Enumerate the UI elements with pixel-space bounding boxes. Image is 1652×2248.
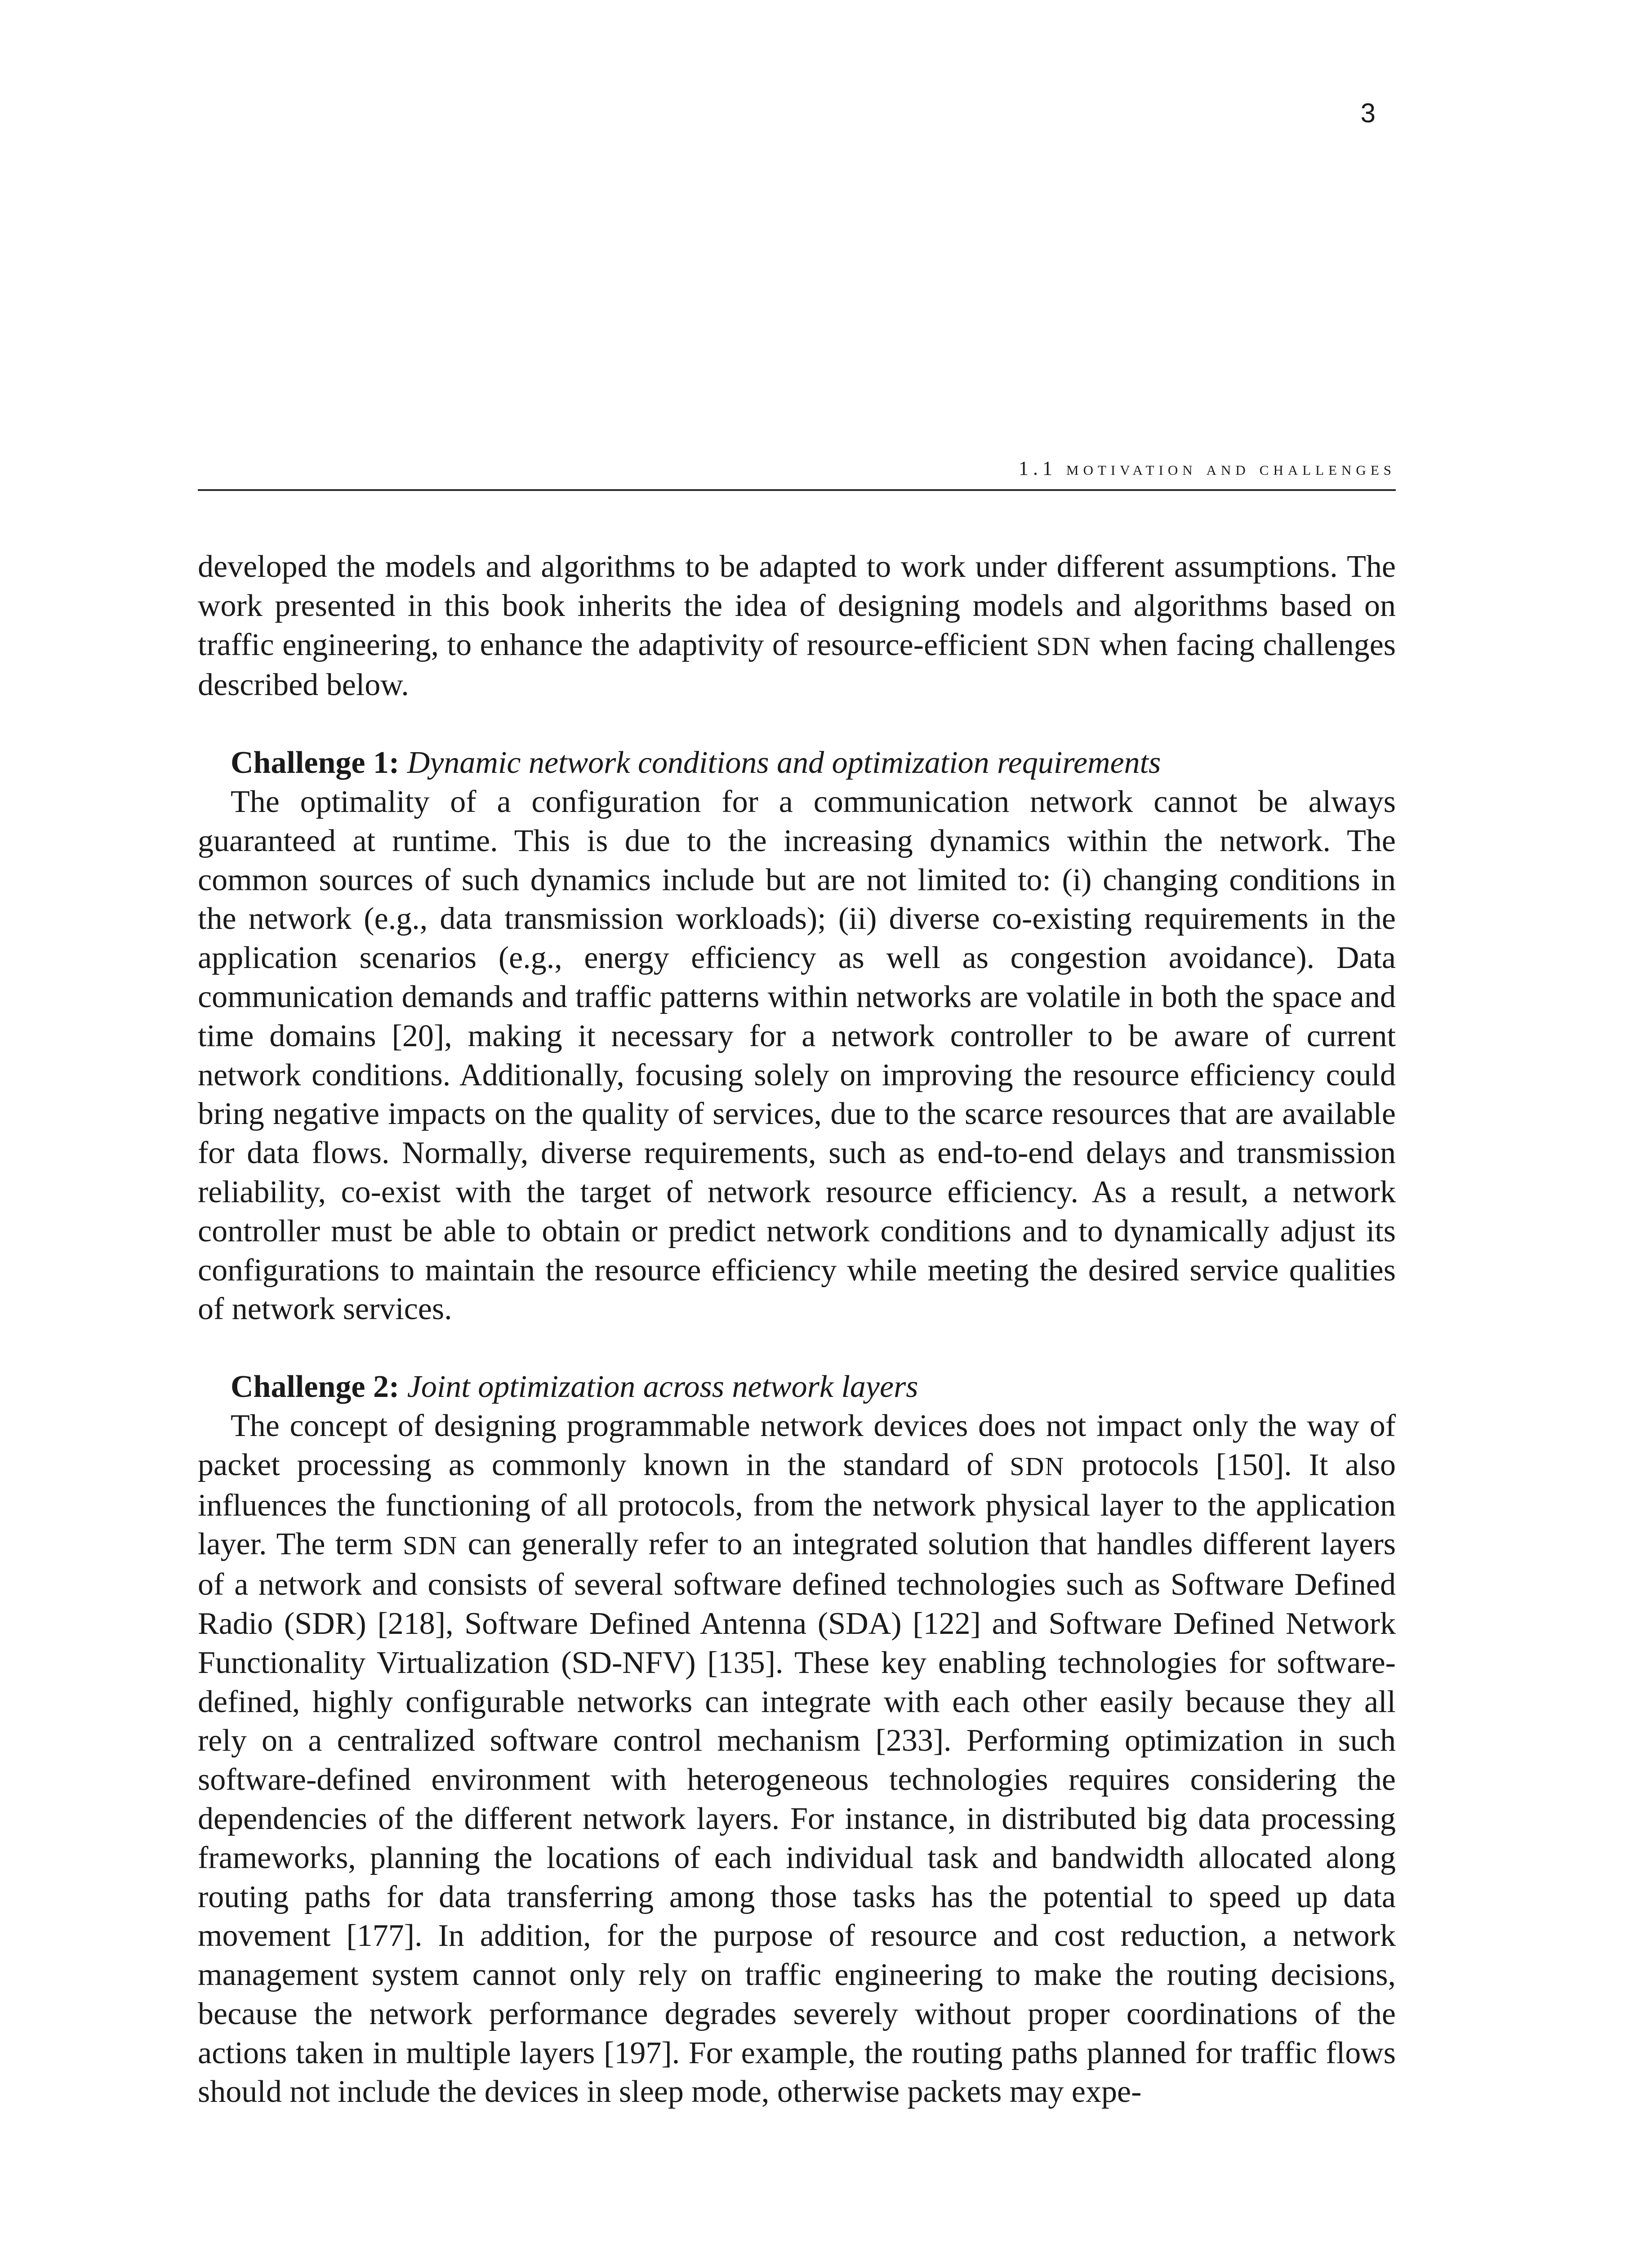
challenge-1-label: Challenge 1: [231, 745, 400, 781]
challenge-2-section [198, 1368, 1396, 2112]
sdn-acronym: SDN [1010, 1451, 1065, 1481]
header-rule [198, 489, 1396, 491]
intro-text-end: when facing challenges described below. [198, 627, 1396, 703]
challenge-2-body [198, 1407, 1396, 2112]
challenge-2-text-1: The concept of designing programmable network devices does not impact only the way of packet processing as commonly known in the standard of [198, 1408, 1396, 1482]
challenge-2-title: Joint optimization across network layers [407, 1369, 918, 1405]
body-text [198, 548, 1396, 2112]
sdn-acronym: SDN [1036, 631, 1091, 661]
challenge-1-section [198, 744, 1396, 1329]
challenge-2-text-2: protocols [150]. It also influences the functioning of all protocols, from the network physical layer to the application layer. The term [198, 1447, 1396, 1562]
challenge-1-heading [198, 744, 1396, 783]
challenge-2-text-3: can generally refer to an integrated solution that handles different layers of a network and consists of several software defined technologies such as Software Defined Radio (SDR) [218], Software Defined Antenna (SDA) [122] and Software Defined Network Functionality Virtualization (SD-NFV) [135]. These key enabling technologies for software-defined, highly configurable networks can integrate with each other easily because they all rely on a centralized software control mechanism [233]. Performing optimization in such software-defined environment with heterogeneous technologies requires considering the dependencies of the different network layers. For instance, in distributed big data processing frameworks, planning the locations of each individual task and bandwidth allocated along routing paths for data transferring among those tasks has the potential to speed up data movement [177]. In addition, for the purpose of resource and cost reduction, a network management system cannot only rely on traffic engineering to make the routing decisions, because the network performance degrades severely without proper coordinations of the actions taken in multiple layers [197]. For example, the routing paths planned for traffic flows should not include the devices in sleep mode, otherwise packets may expe- [198, 1527, 1396, 2110]
challenge-1-body: The optimality of a configuration for a communication network cannot be always guaranteed at runtime. This is due to the increasing dynamics within the network. The common sources of such dynamics include but are not limited to: (i) changing conditions in the network (e.g., data transmission workloads); (ii) diverse co-existing requirements in the application scenarios (e.g., energy efficiency as well as congestion avoidance). Data communication demands and traffic patterns within networks are volatile in both the space and time domains [20], making it necessary for a network controller to be aware of current network conditions. Additionally, focusing solely on improving the resource efficiency could bring negative impacts on the quality of services, due to the scarce resources that are available for data flows. Normally, diverse requirements, such as end-to-end delays and transmission reliability, co-exist with the target of network resource efficiency. As a result, a network controller must be able to obtain or predict network conditions and to dynamically adjust its configurations to maintain the resource efficiency while meeting the desired service qualities of network services. [198, 784, 1396, 1327]
challenge-1-title: Dynamic network conditions and optimization requirements [407, 745, 1161, 781]
running-header: 1.1 motivation and challenges [1019, 457, 1396, 479]
challenge-2-label: Challenge 2: [231, 1369, 400, 1405]
challenge-2-heading [198, 1368, 1396, 1407]
sdn-acronym: SDN [403, 1531, 458, 1561]
intro-text: developed the models and algorithms to be adapted to work under different assumptions. The work presented in this book inherits the idea of designing models and algorithms based on traffic engineering, to enhance the adaptivity of resource-efficient [198, 549, 1396, 662]
intro-paragraph [198, 548, 1396, 705]
page-number: 3 [1360, 98, 1376, 128]
